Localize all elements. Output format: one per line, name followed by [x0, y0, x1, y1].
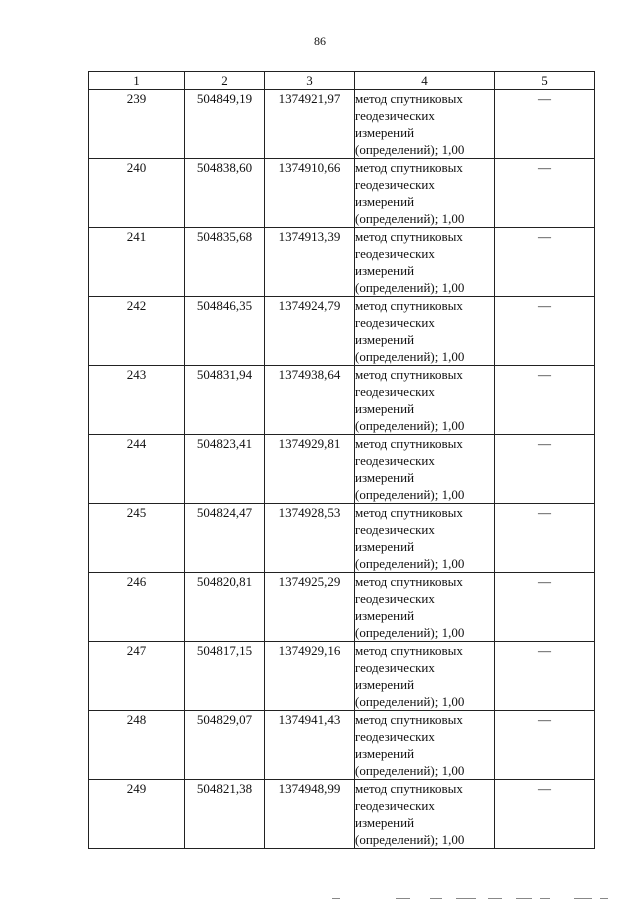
column-header: 1: [89, 72, 185, 90]
note-dash: —: [495, 297, 595, 366]
table-row: [89, 159, 595, 228]
table-row: [89, 780, 595, 849]
coordinate-x: 504817,15: [185, 642, 265, 711]
column-header: 3: [265, 72, 355, 90]
method-description: метод спутниковых геодезических измерений (определений); 1,00: [355, 504, 495, 573]
note-dash: —: [495, 642, 595, 711]
note-dash: —: [495, 573, 595, 642]
column-header: 4: [355, 72, 495, 90]
coordinate-y: 1374928,53: [265, 504, 355, 573]
method-description: метод спутниковых геодезических измерений (определений); 1,00: [355, 435, 495, 504]
column-header: 2: [185, 72, 265, 90]
coordinate-x: 504846,35: [185, 297, 265, 366]
note-dash: —: [495, 711, 595, 780]
method-description: метод спутниковых геодезических измерений (определений); 1,00: [355, 780, 495, 849]
note-dash: —: [495, 366, 595, 435]
coordinate-y: 1374941,43: [265, 711, 355, 780]
point-number: 241: [89, 228, 185, 297]
point-number: 242: [89, 297, 185, 366]
coordinates-table: [88, 71, 595, 849]
table-row: [89, 504, 595, 573]
coordinate-x: 504820,81: [185, 573, 265, 642]
method-description: метод спутниковых геодезических измерений (определений); 1,00: [355, 642, 495, 711]
table-row: [89, 711, 595, 780]
coordinate-y: 1374929,81: [265, 435, 355, 504]
coordinate-y: 1374910,66: [265, 159, 355, 228]
coordinate-y: 1374938,64: [265, 366, 355, 435]
column-header: 5: [495, 72, 595, 90]
table-row: [89, 573, 595, 642]
coordinate-y: 1374913,39: [265, 228, 355, 297]
coordinate-x: 504829,07: [185, 711, 265, 780]
note-dash: —: [495, 780, 595, 849]
note-dash: —: [495, 90, 595, 159]
note-dash: —: [495, 435, 595, 504]
table-row: [89, 90, 595, 159]
coordinate-x: 504835,68: [185, 228, 265, 297]
note-dash: —: [495, 228, 595, 297]
scan-artifact-marks: [0, 893, 640, 901]
method-description: метод спутниковых геодезических измерений (определений); 1,00: [355, 366, 495, 435]
method-description: метод спутниковых геодезических измерений (определений); 1,00: [355, 90, 495, 159]
point-number: 244: [89, 435, 185, 504]
coordinate-x: 504821,38: [185, 780, 265, 849]
point-number: 247: [89, 642, 185, 711]
table-row: [89, 435, 595, 504]
point-number: 245: [89, 504, 185, 573]
method-description: метод спутниковых геодезических измерений (определений); 1,00: [355, 573, 495, 642]
page-number: 86: [314, 34, 326, 48]
point-number: 246: [89, 573, 185, 642]
coordinate-y: 1374921,97: [265, 90, 355, 159]
coordinate-x: 504823,41: [185, 435, 265, 504]
coordinate-y: 1374924,79: [265, 297, 355, 366]
table-header-row: [89, 72, 595, 90]
method-description: метод спутниковых геодезических измерений (определений); 1,00: [355, 711, 495, 780]
coordinate-y: 1374929,16: [265, 642, 355, 711]
coordinate-x: 504849,19: [185, 90, 265, 159]
point-number: 243: [89, 366, 185, 435]
note-dash: —: [495, 504, 595, 573]
coordinate-x: 504838,60: [185, 159, 265, 228]
table-row: [89, 228, 595, 297]
table-row: [89, 297, 595, 366]
method-description: метод спутниковых геодезических измерений (определений); 1,00: [355, 297, 495, 366]
note-dash: —: [495, 159, 595, 228]
point-number: 248: [89, 711, 185, 780]
point-number: 240: [89, 159, 185, 228]
method-description: метод спутниковых геодезических измерений (определений); 1,00: [355, 159, 495, 228]
method-description: метод спутниковых геодезических измерений (определений); 1,00: [355, 228, 495, 297]
coordinate-x: 504831,94: [185, 366, 265, 435]
coordinate-y: 1374948,99: [265, 780, 355, 849]
table-row: [89, 366, 595, 435]
coordinate-x: 504824,47: [185, 504, 265, 573]
point-number: 249: [89, 780, 185, 849]
coordinate-y: 1374925,29: [265, 573, 355, 642]
table-row: [89, 642, 595, 711]
point-number: 239: [89, 90, 185, 159]
